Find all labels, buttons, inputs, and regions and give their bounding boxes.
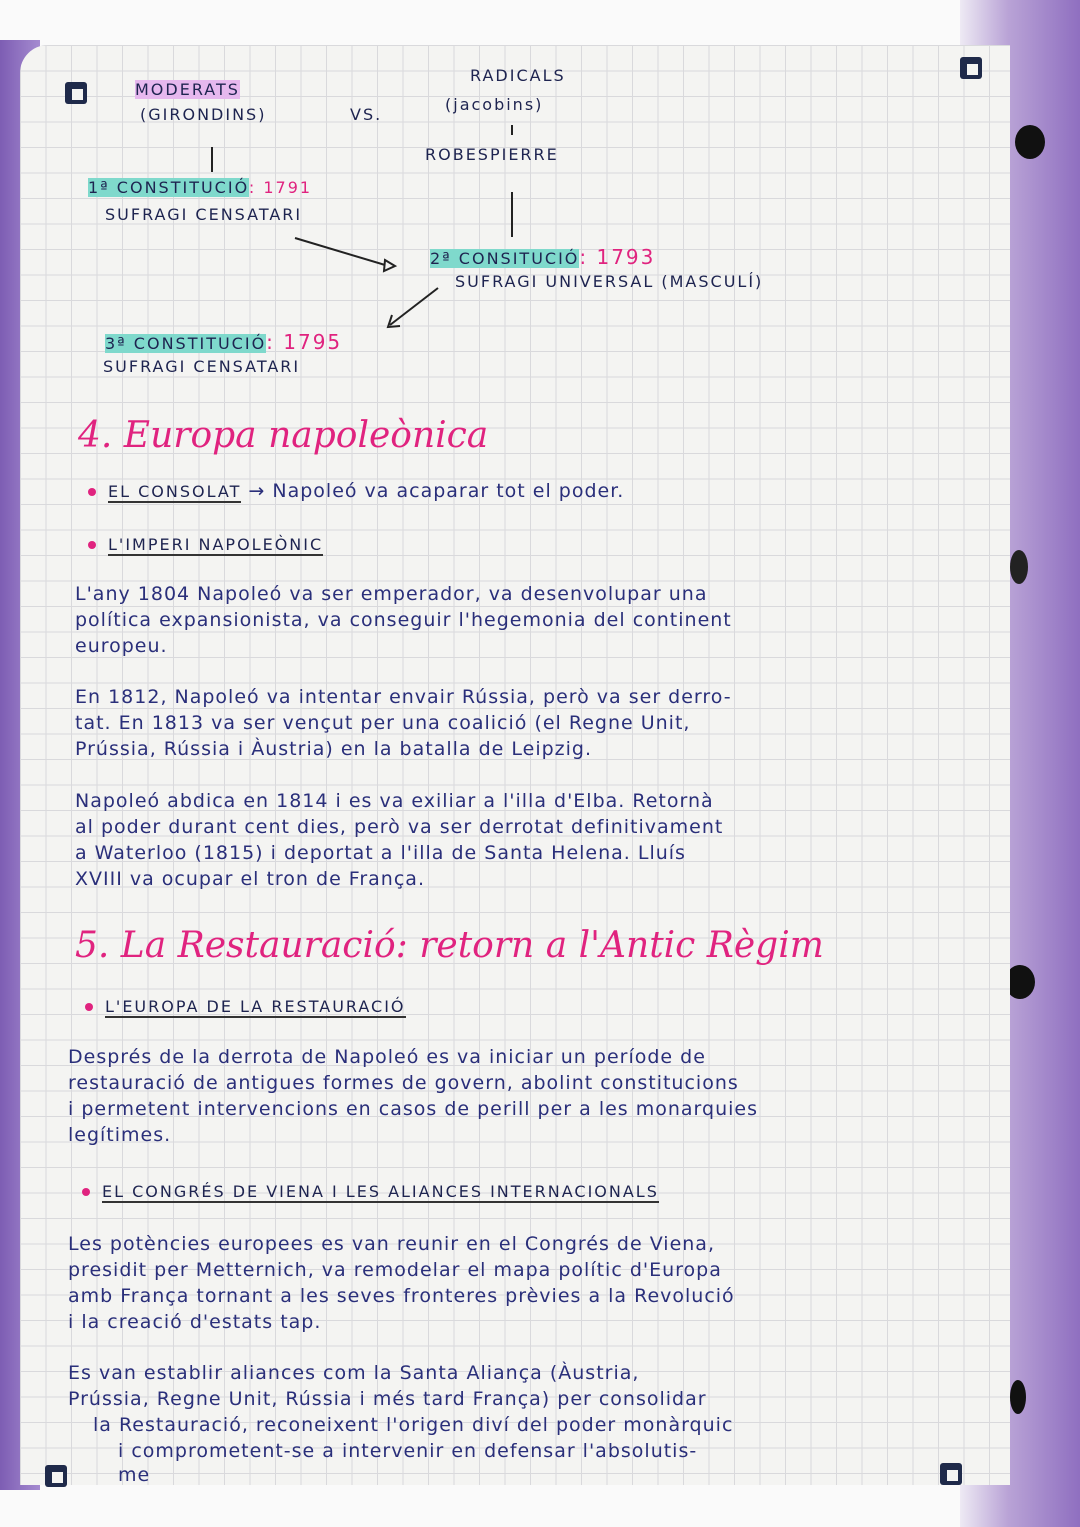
text-line: Prússia, Rússia i Àustria) en la batalla de Leipzig. xyxy=(75,738,593,760)
text-line: i permetent intervencions en casos de perill per a les monarquies xyxy=(68,1098,758,1120)
text-line: la Restauració, reconeixent l'origen diví del poder monàrquic xyxy=(93,1414,734,1436)
girondins-label: (GIRONDINS) xyxy=(140,105,267,124)
constitution-3-label: 3ª CONSTITUCIÓ xyxy=(105,334,267,353)
constitution-2-suffrage: SUFRAGI UNIVERSAL (MASCULÍ) xyxy=(455,272,764,291)
robespierre-label: ROBESPIERRE xyxy=(425,145,559,164)
text-line: amb França tornant a les seves fronteres prèvies a la Revolució xyxy=(68,1285,735,1307)
jacobins-label: (jacobins) xyxy=(445,95,544,114)
congres-viena-label: EL CONGRÉS DE VIENA I LES ALIANCES INTERNACIONALS xyxy=(102,1182,659,1201)
constitution-1-suffrage: SUFRAGI CENSATARI xyxy=(105,205,303,224)
text-line: i comprometent-se a intervenir en defensar l'absolutis- xyxy=(118,1440,698,1462)
constitution-1-year: : 1791 xyxy=(248,178,313,197)
bullet-icon xyxy=(85,1003,93,1011)
text-line: me xyxy=(118,1464,151,1486)
bullet-icon xyxy=(88,488,96,496)
radicals-label: RADICALS xyxy=(470,66,566,85)
bullet-icon xyxy=(88,541,96,549)
europa-restauracio-label: L'EUROPA DE LA RESTAURACIÓ xyxy=(105,997,406,1016)
text-line: En 1812, Napoleó va intentar envair Rússia, però va ser derro- xyxy=(75,686,732,708)
text-line: Prússia, Regne Unit, Rússia i més tard França) per consolidar xyxy=(68,1388,707,1410)
text-line: Napoleó abdica en 1814 i es va exiliar a l'illa d'Elba. Retornà xyxy=(75,790,714,812)
constitution-2-year: : 1793 xyxy=(579,245,656,269)
text-line: política expansionista, va conseguir l'hegemonia del continent xyxy=(75,609,732,631)
text-line: tat. En 1813 va ser vençut per una coalició (el Regne Unit, xyxy=(75,712,691,734)
section-5-title: 5. La Restauració: retorn a l'Antic Règim xyxy=(75,925,824,966)
bullet-icon xyxy=(82,1188,90,1196)
consolat-label: EL CONSOLAT xyxy=(108,482,242,501)
constitution-2-label: 2ª CONSITUCIÓ xyxy=(430,249,580,268)
text-line: Les potències europees es van reunir en el Congrés de Viena, xyxy=(68,1233,715,1255)
moderats-label: MODERATS xyxy=(135,80,240,99)
consolat-text: Napoleó va acaparar tot el poder. xyxy=(272,480,625,502)
text-line: a Waterloo (1815) i deportat a l'illa de Santa Helena. Lluís xyxy=(75,842,686,864)
text-line: Després de la derrota de Napoleó es va iniciar un període de xyxy=(68,1046,706,1068)
text-line: presidit per Metternich, va remodelar el mapa polític d'Europa xyxy=(68,1259,722,1281)
text-line: Es van establir aliances com la Santa Aliança (Àustria, xyxy=(68,1362,640,1384)
constitution-3-year: : 1795 xyxy=(266,330,343,354)
arrow-icon: → xyxy=(248,480,266,502)
text-line: legítimes. xyxy=(68,1124,172,1146)
text-line: XVIII va ocupar el tron de França. xyxy=(75,868,425,890)
text-line: restauració de antigues formes de govern, abolint constitucions xyxy=(68,1072,739,1094)
constitution-1-label: 1ª CONSTITUCIÓ xyxy=(88,178,249,197)
text-line: al poder durant cent dies, però va ser derrotat definitivament xyxy=(75,816,724,838)
text-line: europeu. xyxy=(75,635,168,657)
vs-label: VS. xyxy=(350,105,383,124)
section-4-title: 4. Europa napoleònica xyxy=(78,415,489,456)
text-line: L'any 1804 Napoleó va ser emperador, va desenvolupar una xyxy=(75,583,708,605)
constitution-3-suffrage: SUFRAGI CENSATARI xyxy=(103,357,301,376)
imperi-label: L'IMPERI NAPOLEÒNIC xyxy=(108,535,324,554)
text-line: i la creació d'estats tap. xyxy=(68,1311,322,1333)
